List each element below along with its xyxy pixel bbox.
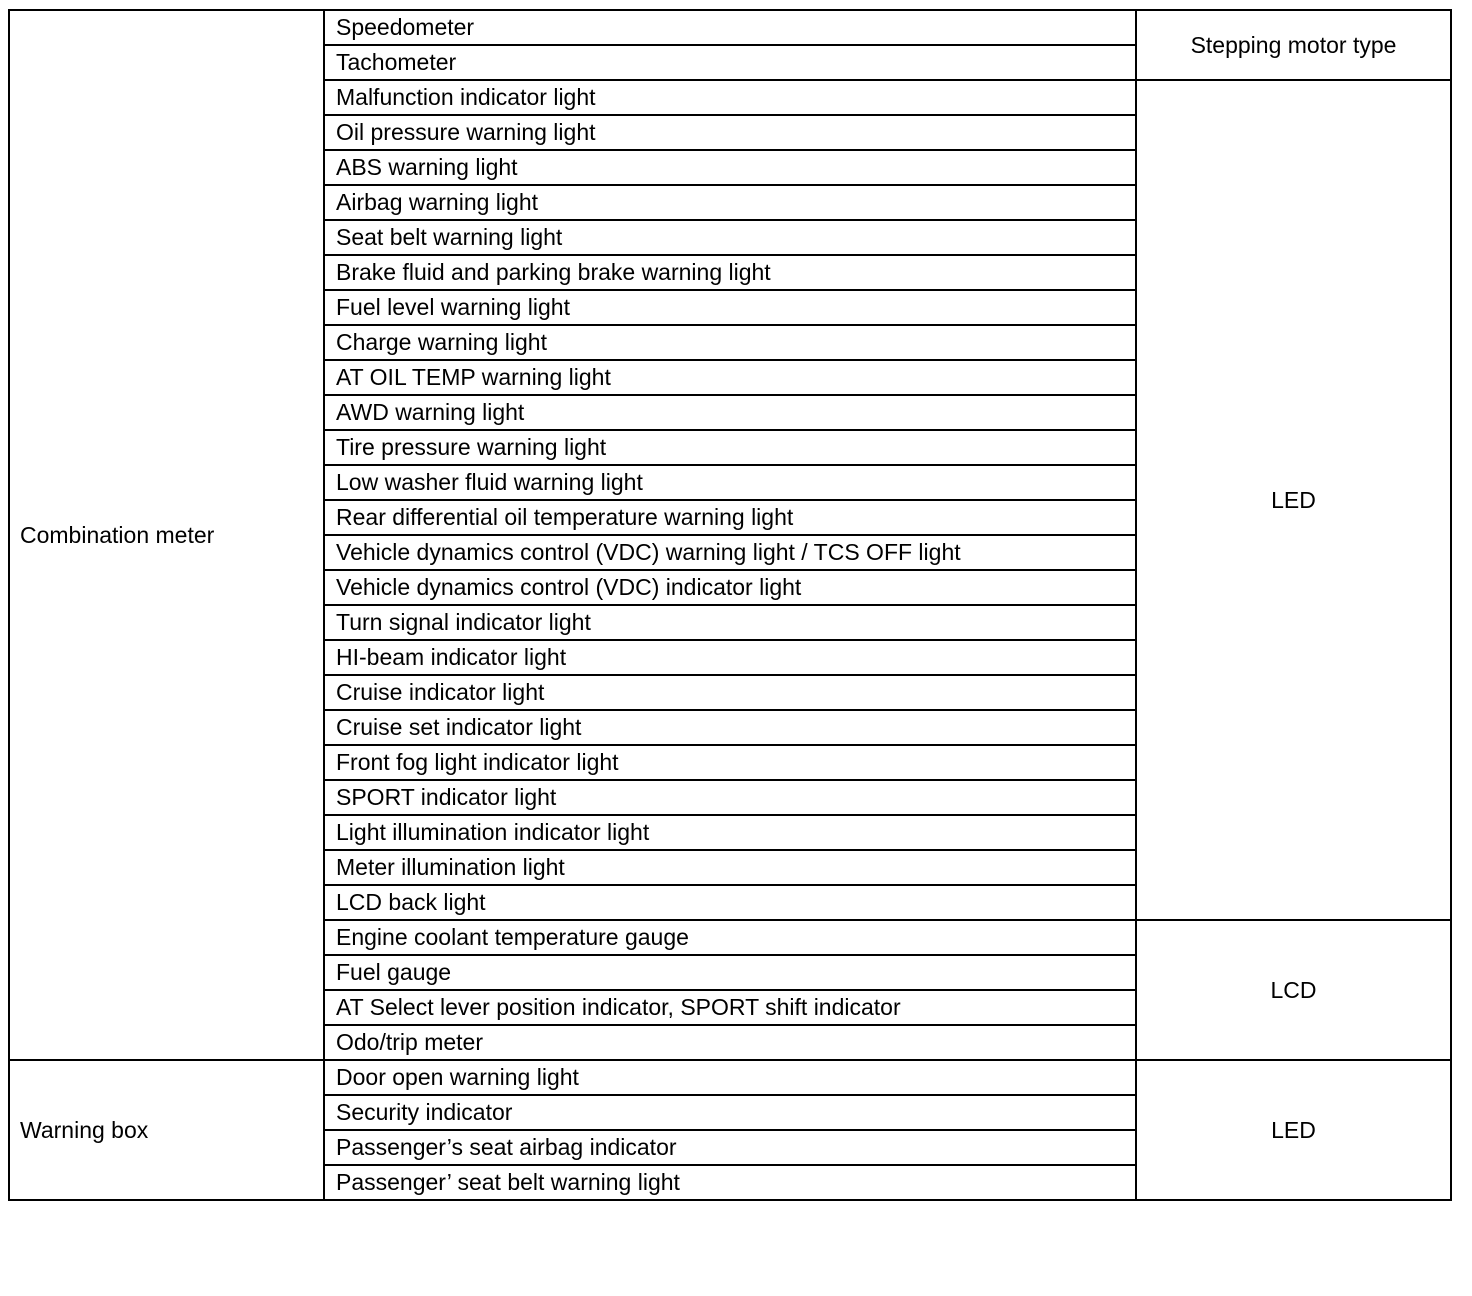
item-cell: SPORT indicator light (324, 780, 1136, 815)
item-cell: Odo/trip meter (324, 1025, 1136, 1060)
item-cell: Front fog light indicator light (324, 745, 1136, 780)
table-row (9, 1060, 1451, 1095)
item-cell: Speedometer (324, 10, 1136, 45)
item-cell: Malfunction indicator light (324, 80, 1136, 115)
item-cell: Tire pressure warning light (324, 430, 1136, 465)
item-cell: Seat belt warning light (324, 220, 1136, 255)
component-type-table (8, 9, 1452, 1201)
item-cell: LCD back light (324, 885, 1136, 920)
item-cell: Charge warning light (324, 325, 1136, 360)
item-cell: Passenger’s seat airbag indicator (324, 1130, 1136, 1165)
type-cell: Stepping motor type (1136, 10, 1451, 80)
item-cell: Door open warning light (324, 1060, 1136, 1095)
item-cell: Brake fluid and parking brake warning light (324, 255, 1136, 290)
item-cell: Airbag warning light (324, 185, 1136, 220)
item-cell: Light illumination indicator light (324, 815, 1136, 850)
item-cell: Passenger’ seat belt warning light (324, 1165, 1136, 1200)
item-cell: Turn signal indicator light (324, 605, 1136, 640)
component-cell: Combination meter (9, 10, 324, 1060)
item-cell: Engine coolant temperature gauge (324, 920, 1136, 955)
item-cell: Vehicle dynamics control (VDC) indicator light (324, 570, 1136, 605)
table-body (9, 10, 1451, 1200)
table-row (9, 10, 1451, 45)
item-cell: Meter illumination light (324, 850, 1136, 885)
type-cell: LED (1136, 1060, 1451, 1200)
component-cell: Warning box (9, 1060, 324, 1200)
type-cell: LED (1136, 80, 1451, 920)
item-cell: Vehicle dynamics control (VDC) warning light / TCS OFF light (324, 535, 1136, 570)
item-cell: Fuel level warning light (324, 290, 1136, 325)
item-cell: HI-beam indicator light (324, 640, 1136, 675)
item-cell: Oil pressure warning light (324, 115, 1136, 150)
item-cell: Cruise indicator light (324, 675, 1136, 710)
item-cell: AT Select lever position indicator, SPORT shift indicator (324, 990, 1136, 1025)
item-cell: Rear differential oil temperature warning light (324, 500, 1136, 535)
item-cell: Fuel gauge (324, 955, 1136, 990)
item-cell: ABS warning light (324, 150, 1136, 185)
item-cell: AT OIL TEMP warning light (324, 360, 1136, 395)
item-cell: Low washer fluid warning light (324, 465, 1136, 500)
type-cell: LCD (1136, 920, 1451, 1060)
item-cell: Cruise set indicator light (324, 710, 1136, 745)
item-cell: Security indicator (324, 1095, 1136, 1130)
item-cell: AWD warning light (324, 395, 1136, 430)
item-cell: Tachometer (324, 45, 1136, 80)
